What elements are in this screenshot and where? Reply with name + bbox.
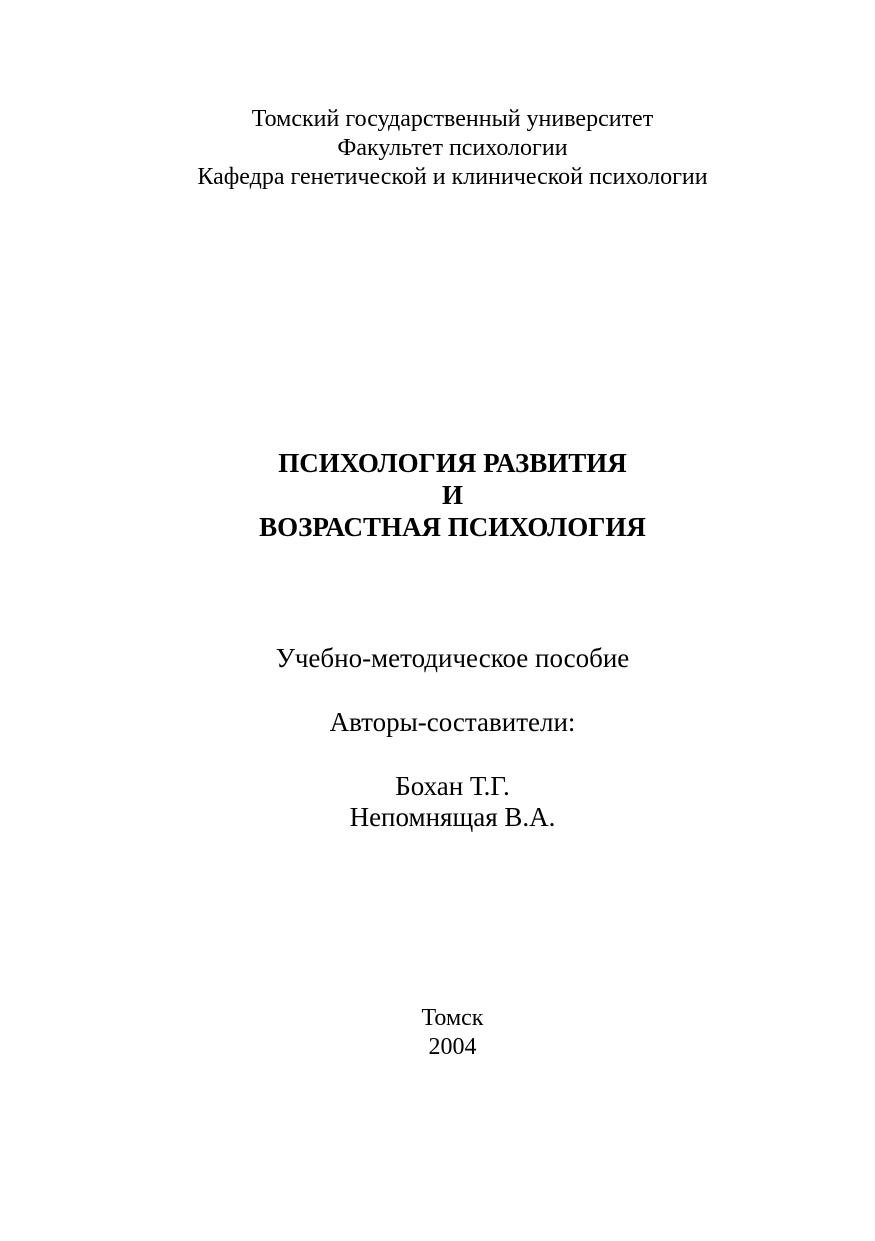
department-name: Кафедра генетической и клинической психологии — [197, 164, 708, 190]
authors-list — [0, 771, 875, 833]
imprint-city: Томск — [421, 1005, 484, 1031]
title-line-2: И — [441, 480, 463, 510]
imprint-year: 2004 — [428, 1034, 477, 1060]
author-name: Бохан Т.Г. — [395, 771, 510, 801]
title-line-3: ВОЗРАСТНАЯ ПСИХОЛОГИЯ — [259, 512, 646, 542]
title-line-1: ПСИХОЛОГИЯ РАЗВИТИЯ — [278, 448, 627, 478]
authors-label-text: Авторы-составители: — [329, 707, 576, 737]
authors-heading — [0, 705, 875, 739]
university-name: Томский государственный университет — [251, 106, 654, 132]
imprint — [0, 1004, 875, 1062]
subtitle-text: Учебно-методическое пособие — [275, 643, 630, 673]
author-name: Непомнящая В.А. — [349, 802, 556, 832]
book-title — [0, 447, 875, 543]
faculty-name: Факультет психологии — [337, 135, 568, 161]
book-subtitle — [0, 641, 875, 675]
institution-header — [0, 105, 875, 192]
